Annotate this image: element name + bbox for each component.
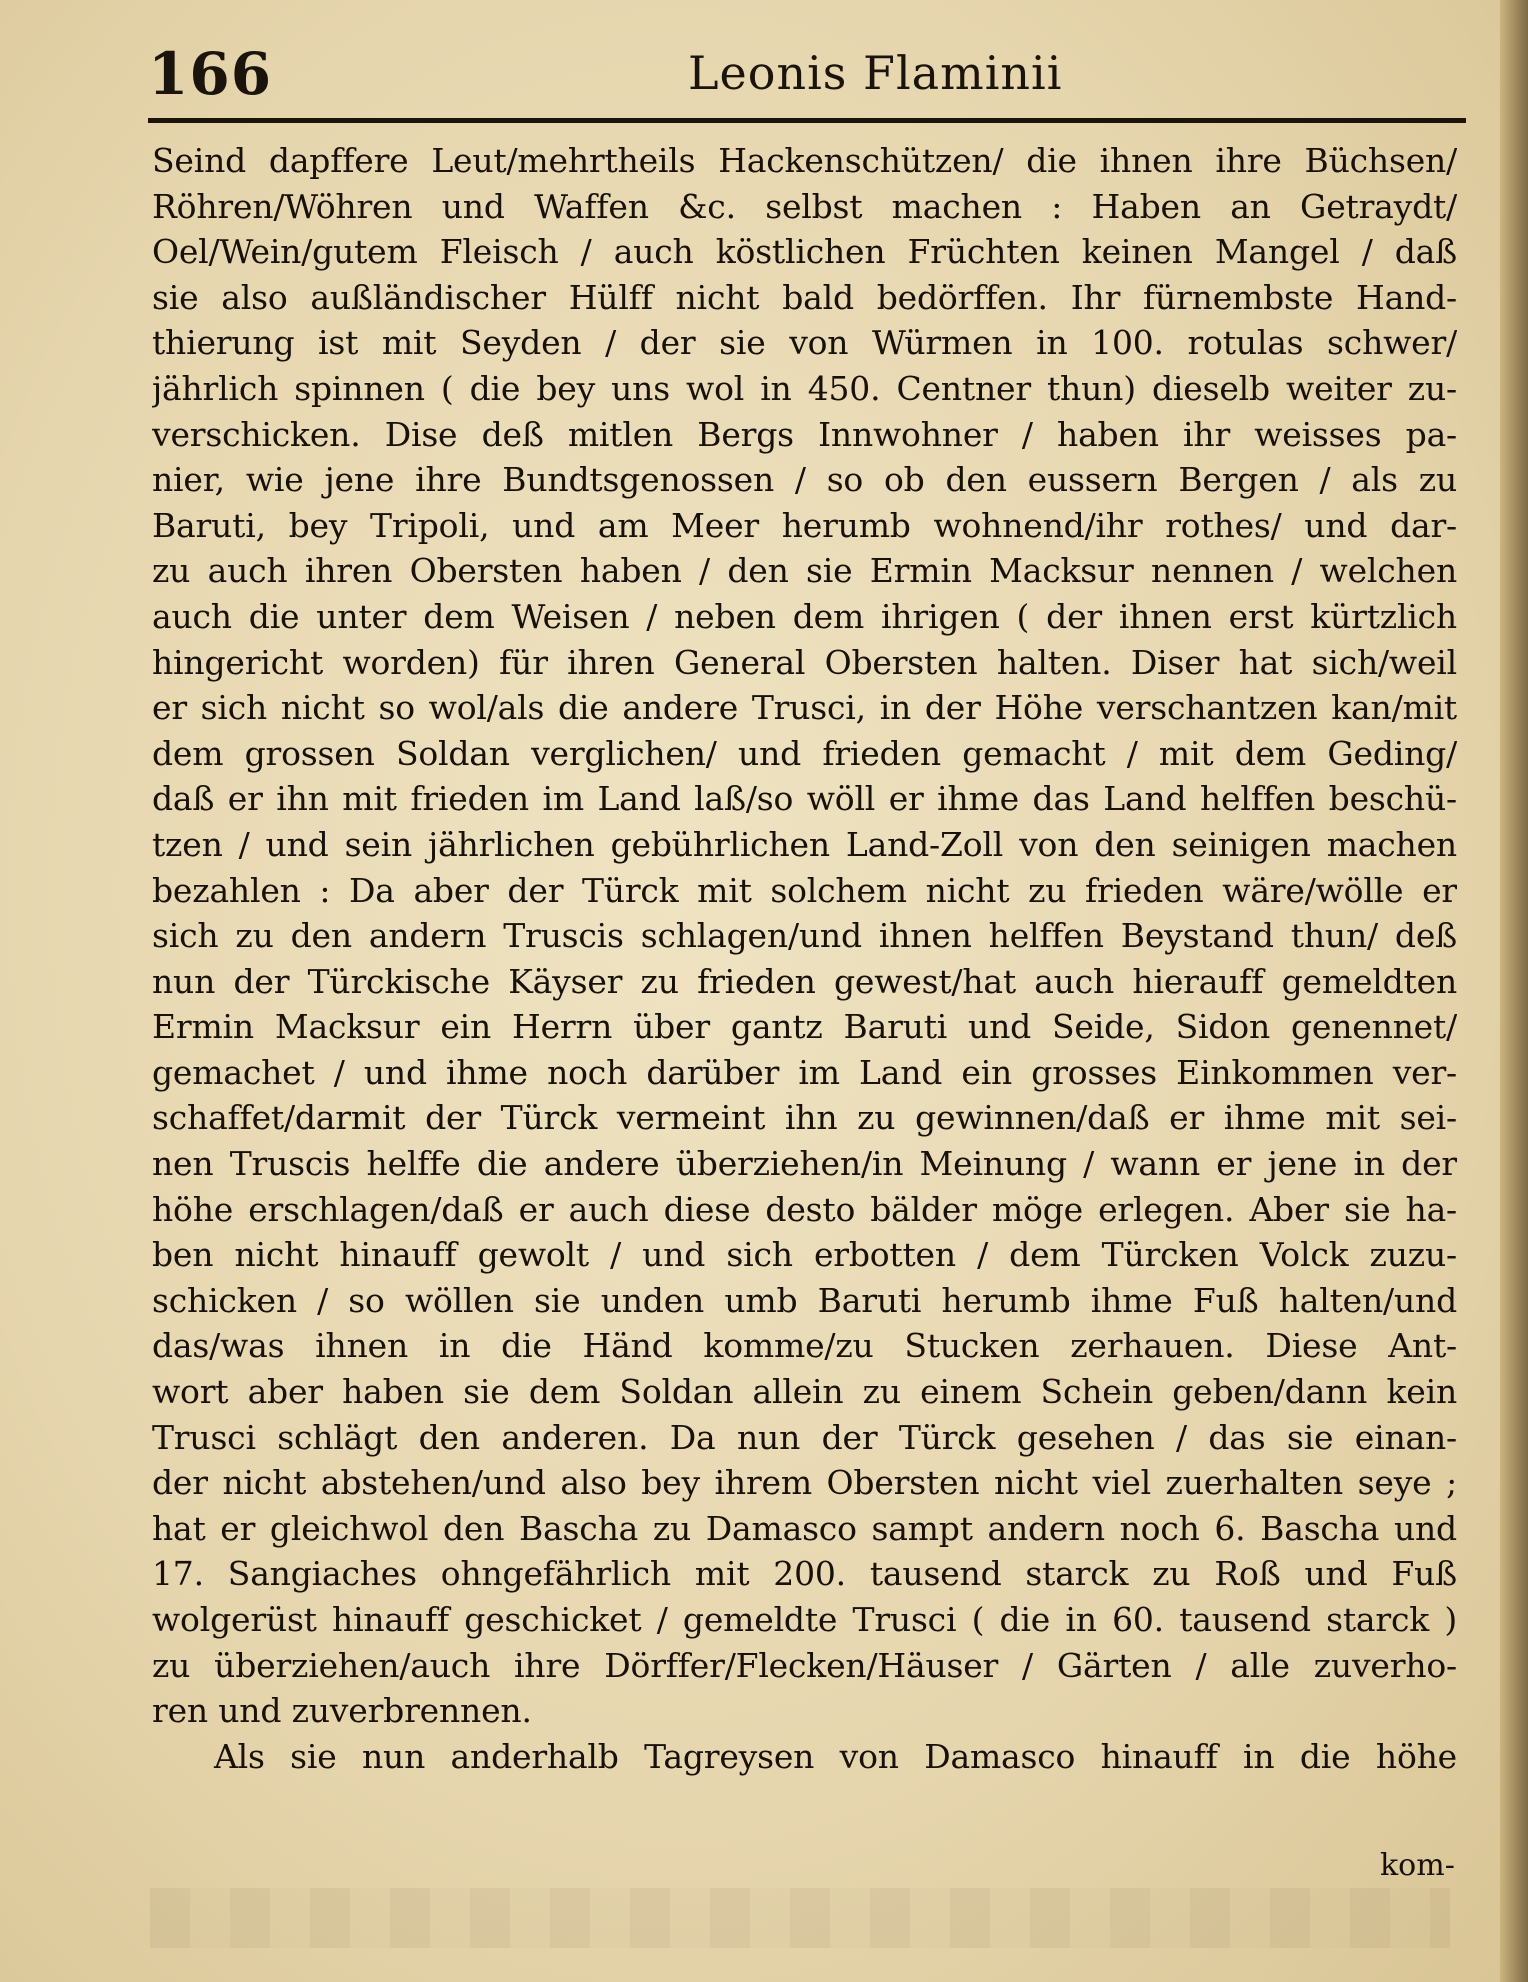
text-line: nier, wie jene ihre Bundtsgenossen / so ob den eussern Bergen / als zu — [152, 460, 1457, 500]
text-line: zu auch ihren Obersten haben / den sie Ermin Macksur nennen / welchen — [152, 551, 1457, 591]
text-line: nun der Türckische Käyser zu frieden gewest/hat auch hierauff gemeldten — [152, 961, 1457, 1001]
show-through-bleed — [150, 1888, 1450, 1948]
text-line: das/was ihnen in die Händ komme/zu Stucken zerhauen. Diese Ant- — [152, 1326, 1457, 1366]
header-rule — [148, 118, 1466, 123]
text-line: nen Truscis helffe die andere überziehen/in Meinung / wann er jene in der — [152, 1144, 1457, 1184]
text-line: Trusci schlägt den anderen. Da nun der Türck gesehen / das sie einan- — [152, 1417, 1457, 1457]
text-line: sich zu den andern Truscis schlagen/und ihnen helffen Beystand thun/ deß — [152, 916, 1457, 956]
text-line: Baruti, bey Tripoli, und am Meer herumb wohnend/ihr rothes/ und dar- — [152, 505, 1457, 545]
text-line: hat er gleichwol den Bascha zu Damasco sampt andern noch 6. Bascha und — [152, 1508, 1457, 1548]
text-line: wort aber haben sie dem Soldan allein zu einem Schein geben/dann kein — [152, 1372, 1457, 1412]
text-line: gemachet / und ihme noch darüber im Land ein grosses Einkommen ver- — [152, 1052, 1457, 1092]
paragraph-start-line: Als sie nun anderhalb Tagreysen von Damasco hinauff in die höhe — [214, 1736, 1457, 1776]
text-line: 17. Sangiaches ohngefährlich mit 200. tausend starck zu Roß und Fuß — [152, 1554, 1457, 1594]
text-line: verschicken. Dise deß mitlen Bergs Innwohner / haben ihr weisses pa- — [152, 414, 1457, 454]
page-header — [148, 40, 1468, 110]
page-edge — [1500, 0, 1528, 1982]
catchword: kom- — [1380, 1848, 1455, 1883]
text-line: Oel/Wein/gutem Fleisch / auch köstlichen Früchten keinen Mangel / daß — [152, 232, 1457, 272]
text-line: hingericht worden) für ihren General Obersten halten. Diser hat sich/weil — [152, 642, 1457, 682]
text-line: auch die unter dem Weisen / neben dem ihrigen ( der ihnen erst kürtzlich — [152, 596, 1457, 636]
text-line: schaffet/darmit der Türck vermeint ihn zu gewinnen/daß er ihme mit sei- — [152, 1098, 1457, 1138]
text-line: Ermin Macksur ein Herrn über gantz Baruti und Seide, Sidon genennet/ — [152, 1007, 1457, 1047]
text-line: dem grossen Soldan verglichen/ und frieden gemacht / mit dem Geding/ — [152, 733, 1457, 773]
text-line: daß er ihn mit frieden im Land laß/so wöll er ihme das Land helffen beschü- — [152, 779, 1457, 819]
body-text — [152, 138, 1457, 1779]
text-line: bezahlen : Da aber der Türck mit solchem nicht zu frieden wäre/wölle er — [152, 870, 1457, 910]
text-line: tzen / und sein jährlichen gebührlichen Land-Zoll von den seinigen machen — [152, 824, 1457, 864]
running-head: Leonis Flaminii — [688, 46, 1063, 100]
text-line: höhe erschlagen/daß er auch diese desto bälder möge erlegen. Aber sie ha- — [152, 1189, 1457, 1229]
text-line: Röhren/Wöhren und Waffen &c. selbst machen : Haben an Getraydt/ — [152, 186, 1457, 226]
text-line: ben nicht hinauff gewolt / und sich erbotten / dem Türcken Volck zuzu- — [152, 1235, 1457, 1275]
page-number: 166 — [148, 40, 273, 108]
text-line: wolgerüst hinauff geschicket / gemeldte Trusci ( die in 60. tausend starck ) — [152, 1600, 1457, 1639]
text-line: der nicht abstehen/und also bey ihrem Obersten nicht viel zuerhalten seye ; — [152, 1463, 1457, 1503]
text-line: er sich nicht so wol/als die andere Trusci, in der Höhe verschantzen kan/mit — [152, 688, 1457, 728]
text-line: sie also außländischer Hülff nicht bald bedörffen. Ihr fürnembste Hand- — [152, 277, 1457, 317]
text-line: jährlich spinnen ( die bey uns wol in 450. Centner thun) dieselb weiter zu- — [152, 368, 1457, 408]
text-line: schicken / so wöllen sie unden umb Baruti herumb ihme Fuß halten/und — [152, 1280, 1457, 1320]
text-line: thierung ist mit Seyden / der sie von Würmen in 100. rotulas schwer/ — [152, 323, 1457, 363]
text-line: zu überziehen/auch ihre Dörffer/Flecken/Häuser / Gärten / alle zuverho- — [152, 1645, 1457, 1685]
text-line: Seind dapffere Leut/mehrtheils Hackenschützen/ die ihnen ihre Büchsen/ — [152, 141, 1457, 180]
paragraph-end-line: ren und zuverbrennen. — [152, 1691, 532, 1731]
